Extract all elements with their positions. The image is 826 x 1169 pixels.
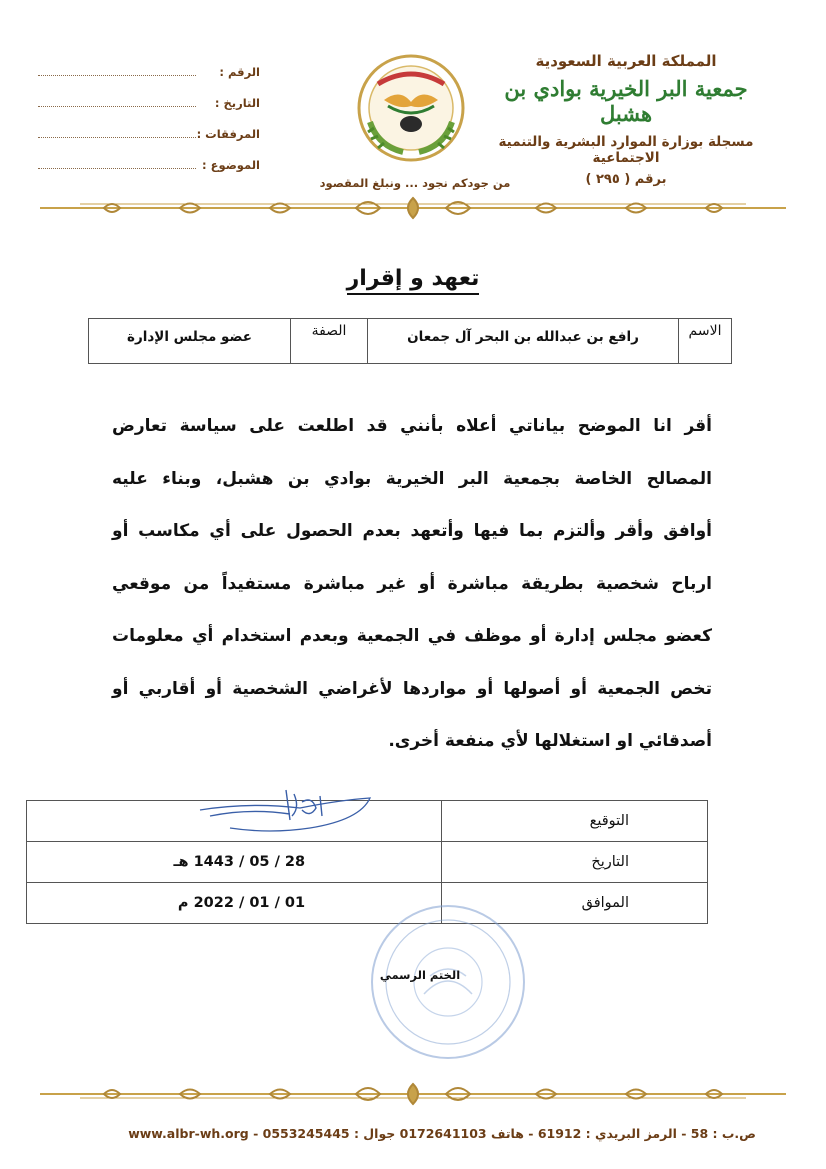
registration-text: مسجلة بوزارة الموارد البشرية والتنمية الاجتماعية [498,134,754,166]
field-label: التاريخ : [214,96,260,110]
official-seal-label: الختم الرسمي [379,968,461,982]
pledge-body [112,400,712,768]
reference-number-field [38,48,260,79]
date-label: التاريخ [442,842,708,883]
official-stamp [368,902,528,1062]
gregorian-date-value: 01 / 01 / 2022 م [27,883,442,924]
pledge-line: كعضو مجلس إدارة أو موظف في الجمعية وبعدم استخدام أي معلومات [112,626,712,646]
handwritten-signature [190,780,380,840]
contact-footer: ص.ب : 58 - الرمز البريدي : 61912 - هاتف 0172641103 جوال : 0553245445 - www.albr-wh.org [128,1126,756,1141]
hijri-date-row [27,842,708,883]
name-value: رافع بن عبدالله بن البحر آل جمعان [367,319,678,363]
pledge-line: تخص الجمعية أو أصولها أو مواردها لأغراضي الشخصية أو أقاربي أو [112,678,712,699]
organization-logo [348,50,474,166]
top-ornament-divider [40,194,786,222]
gregorian-label: الموافق [442,883,708,924]
field-line [38,168,196,169]
field-label: الموضوع : [202,158,260,172]
pledge-line: ارباح شخصية بطريقة مباشرة أو غير مباشرة مستفيداً من موقعي [112,573,712,594]
pledge-line: أصدقائي او استغلالها لأي منفعة أخرى. [388,731,712,751]
field-line [38,137,196,138]
date-field [38,79,260,110]
registration-number: برقم ( ٢٩٥ ) [585,172,667,187]
field-line [38,106,196,107]
kingdom-name: المملكة العربية السعودية [535,52,717,70]
name-label: الاسم [678,319,731,363]
field-label: الرقم : [219,65,260,79]
pledge-line: المصالح الخاصة بجمعية البر الخيرية بوادي بن هشبل، وبناء عليه [112,468,712,489]
gregorian-date-row [27,883,708,924]
motto: من جودكم نجود ... ونبلغ المقصود [319,176,511,190]
document-title [0,266,826,291]
field-line [38,75,196,76]
signature-label: التوقيع [442,801,708,842]
member-info-table [88,318,732,364]
pledge-line: أوافق وأقر وألتزم بما فيها وأتعهد بعدم الحصول على أي مكاسب أو [112,521,712,541]
hijri-date-value: 28 / 05 / 1443 هـ [27,842,442,883]
subject-field [38,141,260,172]
bottom-ornament-divider [40,1080,786,1108]
field-label: المرفقات : [196,127,260,141]
role-label: الصفة [290,319,367,363]
document-title-text: تعهد و إقرار [347,266,480,295]
reference-fields [38,48,260,172]
role-value: عضو مجلس الإدارة [126,329,253,345]
organization-header [476,52,776,187]
attachments-field [38,110,260,141]
organization-name: جمعية البر الخيرية بوادي بن هشبل [504,76,748,126]
pledge-line: أقر انا الموضح بياناتي أعلاه بأنني قد اطلعت على سياسة تعارض [112,416,712,436]
